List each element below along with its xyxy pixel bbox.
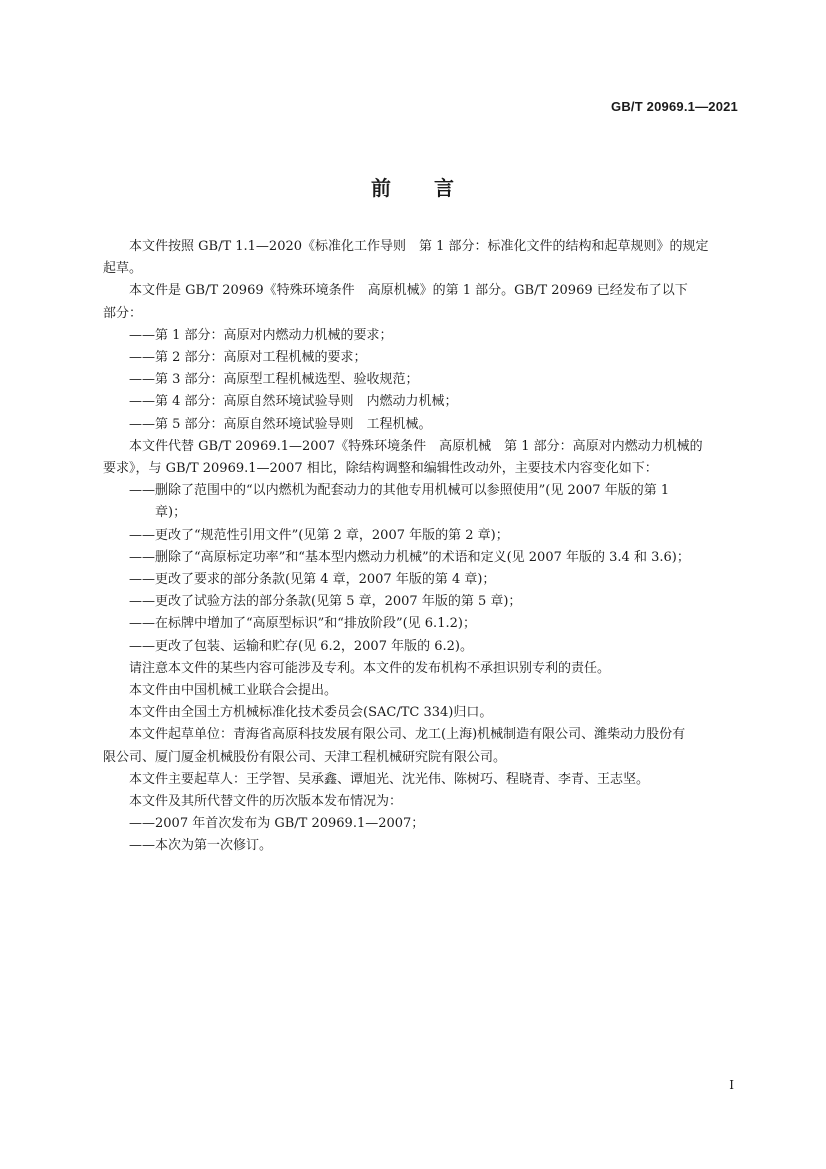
list-item: ——第 3 部分：高原型工程机械选型、验收规范； [129, 372, 419, 388]
list-item: ——第 5 部分：高原自然环境试验导则 工程机械。 [129, 416, 432, 432]
text-line: 限公司、厦门厦金机械股份有限公司、天津工程机械研究院有限公司。 [103, 749, 507, 765]
text-line: 起草。 [103, 261, 143, 277]
list-item: ——更改了试验方法的部分条款(见第 5 章，2007 年版的第 5 章)； [129, 594, 522, 610]
text-line: 部分： [103, 305, 143, 321]
paragraph-replaces [103, 436, 739, 458]
paragraph-patent-notice: 请注意本文件的某些内容可能涉及专利。本文件的发布机构不承担识别专利的责任。 [129, 660, 611, 676]
paragraph-drafters: 本文件主要起草人：王学智、吴承鑫、谭旭光、沈光伟、陈树巧、程晓青、李青、王志坚。 [129, 771, 650, 787]
text-line: 本文件是 GB/T 20969《特殊环境条件 高原机械》的第 1 部分。GB/T 20969 已经发布了以下 [129, 283, 688, 299]
list-item: ——删除了范围中的“以内燃机为配套动力的其他专用机械可以参照使用”(见 2007 年版的第 1 [129, 483, 670, 499]
text-line: 本文件代替 GB/T 20969.1—2007《特殊环境条件 高原机械 第 1 部分：高原对内燃动力机械的 [129, 438, 703, 454]
paragraph-drafting-units-cont [103, 747, 739, 769]
list-item: ——第 1 部分：高原对内燃动力机械的要求； [129, 327, 393, 343]
paragraph-centralized-by: 本文件由全国土方机械标准化技术委员会(SAC/TC 334)归口。 [129, 705, 493, 721]
paragraph-history-intro: 本文件及其所代替文件的历次版本发布情况为： [129, 794, 403, 810]
paragraph-drafting-rule [103, 236, 739, 258]
paragraph-drafting-units [103, 724, 739, 746]
page-number: I [729, 1078, 734, 1092]
title-char-2: 言 [434, 176, 455, 200]
list-item: ——更改了要求的部分条款(见第 4 章，2007 年版的第 4 章)； [129, 572, 496, 588]
list-item: ——本次为第一次修订。 [129, 838, 273, 854]
page-title [0, 172, 826, 201]
list-item: ——在标牌中增加了“高原型标识”和“排放阶段”(见 6.1.2)； [129, 616, 476, 632]
paragraph-proposed-by: 本文件由中国机械工业联合会提出。 [129, 683, 338, 699]
paragraph-drafting-rule-cont [103, 258, 739, 280]
list-item: ——第 2 部分：高原对工程机械的要求； [129, 350, 367, 366]
paragraph-series-parts-cont [103, 303, 739, 325]
list-item: ——第 4 部分：高原自然环境试验导则 内燃动力机械； [129, 394, 458, 410]
list-item: ——更改了“规范性引用文件”(见第 2 章，2007 年版的第 2 章)； [129, 527, 509, 543]
list-item: ——删除了“高原标定功率”和“基本型内燃动力机械”的术语和定义(见 2007 年版的 3.4 和 3.6)； [129, 549, 690, 565]
text-line: 要求》，与 GB/T 20969.1—2007 相比，除结构调整和编辑性改动外，主要技术内容变化如下： [103, 461, 658, 477]
list-item: ——更改了包装、运输和贮存(见 6.2，2007 年版的 6.2)。 [129, 638, 473, 654]
document-body [103, 236, 739, 858]
list-item: ——2007 年首次发布为 GB/T 20969.1—2007； [129, 816, 425, 832]
title-char-1: 前 [371, 176, 392, 200]
paragraph-replaces-cont [103, 458, 739, 480]
text-line: 本文件起草单位：青海省高原科技发展有限公司、龙工(上海)机械制造有限公司、潍柴动力股份有 [129, 727, 686, 743]
standard-code: GB/T 20969.1—2021 [611, 99, 738, 114]
paragraph-series-parts [103, 280, 739, 302]
list-item-cont: 章)； [155, 505, 187, 521]
text-line: 本文件按照 GB/T 1.1—2020《标准化工作导则 第 1 部分：标准化文件的结构和起草规则》的规定 [129, 239, 709, 254]
